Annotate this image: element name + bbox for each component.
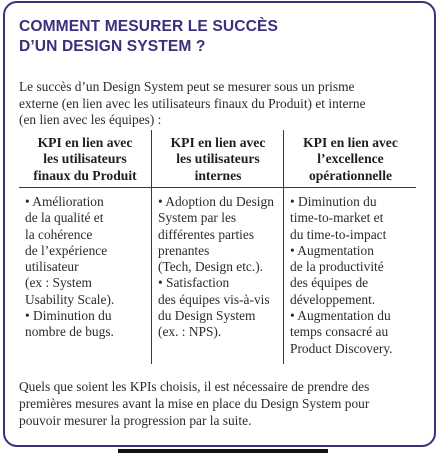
column-body-line: différentes parties (158, 226, 255, 242)
column-body-line: • Diminution du (290, 194, 377, 209)
column-body-line: développement. (290, 291, 376, 307)
card-title (19, 17, 278, 57)
column-header-line: l’excellence (317, 151, 384, 167)
intro-paragraph (19, 79, 424, 129)
column-header (19, 135, 151, 184)
column-header-line: internes (194, 167, 242, 183)
conclusion-paragraph (19, 379, 424, 429)
card-title-line-1: COMMENT MESURER LE SUCCÈS (19, 18, 278, 35)
column-body-line: time-to-market et (290, 210, 384, 226)
conclusion-line: Quels que soient les KPIs choisis, il est nécessaire de prendre des (19, 379, 370, 394)
kpi-column-operational-excellence (283, 130, 417, 364)
kpi-column-internal-users (151, 130, 284, 364)
column-body-line: de la productivité (290, 259, 384, 275)
column-body-line: (ex. : NPS). (158, 324, 222, 340)
intro-line: (en lien avec les équipes) : (19, 112, 162, 127)
column-body-line: temps consacré au (290, 324, 389, 340)
card-title-line-2: D’UN DESIGN SYSTEM ? (19, 38, 206, 55)
column-body-line: Usability Scale). (25, 291, 115, 307)
column-body-line: System par les (158, 210, 237, 226)
intro-line: Le succès d’un Design System peut se mesurer sous un prisme (19, 79, 355, 94)
column-body (290, 194, 415, 357)
column-body-line: (Tech, Design etc.). (158, 259, 264, 275)
column-header-line: les utilisateurs (176, 151, 260, 167)
column-body-line: des équipes vis-à-vis (158, 291, 270, 307)
column-body-line: du time-to-impact (290, 226, 387, 242)
intro-line: externe (en lien avec les utilisateurs finaux du Produit) et interne (19, 95, 366, 111)
column-body-line: • Amélioration (25, 194, 104, 209)
column-body-line: de la qualité et (25, 210, 104, 226)
column-body-line: nombre de bugs. (25, 324, 114, 340)
column-body-line: prenantes (158, 242, 210, 258)
column-body-line: Product Discovery. (290, 340, 393, 356)
column-header-line: KPI en lien avec (303, 135, 398, 150)
column-body-line: du Design System (158, 308, 256, 324)
conclusion-line: pouvoir mesurer la progression par la suite. (19, 412, 252, 428)
column-header (152, 135, 284, 184)
column-body-line: • Satisfaction (158, 275, 230, 291)
conclusion-line: premières mesures avant la mise en place du Design System pour (19, 395, 370, 411)
column-header-line: KPI en lien avec (37, 135, 133, 150)
kpi-column-end-users (19, 130, 151, 364)
kpi-table (19, 130, 416, 364)
column-body-line: • Adoption du Design (158, 194, 274, 209)
column-body-line: (ex : System (25, 275, 92, 291)
column-body-line: des équipes de (290, 275, 369, 291)
column-header (284, 135, 417, 184)
column-header-line: KPI en lien avec (170, 135, 266, 150)
column-header-line: finaux du Produit (33, 167, 137, 183)
column-body-line: • Augmentation (290, 242, 374, 258)
column-body-line: utilisateur (25, 259, 79, 275)
column-body-line: • Diminution du (25, 308, 112, 324)
column-header-line: les utilisateurs (43, 151, 127, 167)
column-body (158, 194, 282, 341)
bottom-divider (118, 449, 328, 453)
column-body (25, 194, 149, 341)
column-header-line: opérationnelle (308, 167, 393, 183)
column-body-line: de l’expérience (25, 242, 108, 258)
column-body-line: • Augmentation du (290, 308, 391, 324)
column-body-line: la cohérence (25, 226, 93, 242)
